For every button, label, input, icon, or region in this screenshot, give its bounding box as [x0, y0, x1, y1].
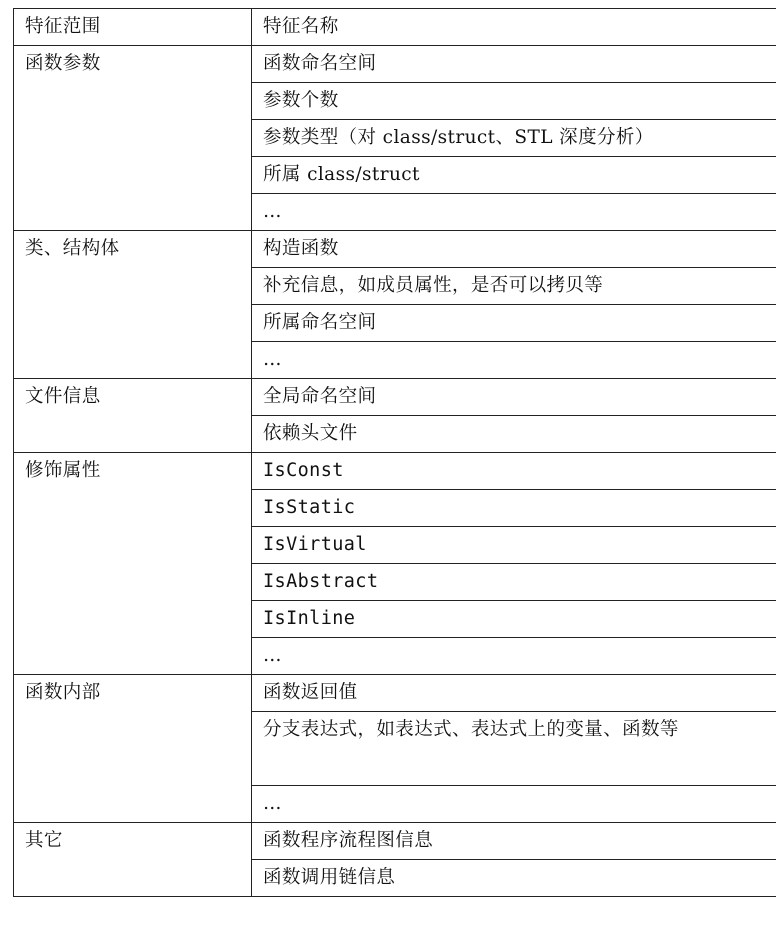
table-row: [14, 453, 776, 490]
scope-cell: 类、结构体: [14, 231, 252, 379]
scope-cell: 函数内部: [14, 675, 252, 823]
scope-cell: 文件信息: [14, 379, 252, 453]
header-feature-scope: 特征范围: [14, 9, 252, 46]
feature-cell: IsConst: [252, 453, 776, 490]
table-row: [14, 231, 776, 268]
table-row: [14, 675, 776, 712]
feature-cell: 补充信息，如成员属性，是否可以拷贝等: [252, 268, 776, 305]
feature-cell: IsStatic: [252, 490, 776, 527]
scope-cell: 其它: [14, 823, 252, 897]
feature-cell: 所属命名空间: [252, 305, 776, 342]
feature-cell: 参数个数: [252, 83, 776, 120]
ellipsis-cell: …: [252, 342, 776, 379]
feature-cell: 依赖头文件: [252, 416, 776, 453]
table-header-row: [14, 9, 776, 46]
scope-cell: 函数参数: [14, 46, 252, 231]
ellipsis-cell: …: [252, 638, 776, 675]
feature-cell: IsAbstract: [252, 564, 776, 601]
feature-cell: 函数程序流程图信息: [252, 823, 776, 860]
feature-cell: 函数返回值: [252, 675, 776, 712]
header-feature-name: 特征名称: [252, 9, 776, 46]
feature-table: [13, 8, 776, 897]
feature-cell: 函数调用链信息: [252, 860, 776, 897]
ellipsis-cell: …: [252, 194, 776, 231]
feature-cell: 构造函数: [252, 231, 776, 268]
feature-cell: 所属 class/struct: [252, 157, 776, 194]
scope-cell: 修饰属性: [14, 453, 252, 675]
feature-cell: IsVirtual: [252, 527, 776, 564]
ellipsis-cell: …: [252, 786, 776, 823]
feature-cell: 函数命名空间: [252, 46, 776, 83]
feature-cell: 全局命名空间: [252, 379, 776, 416]
feature-cell: 分支表达式，如表达式、表达式上的变量、函数等: [252, 712, 776, 786]
table-row: [14, 379, 776, 416]
table-row: [14, 823, 776, 860]
feature-cell: 参数类型（对 class/struct、STL 深度分析）: [252, 120, 776, 157]
feature-cell: IsInline: [252, 601, 776, 638]
table-row: [14, 46, 776, 83]
